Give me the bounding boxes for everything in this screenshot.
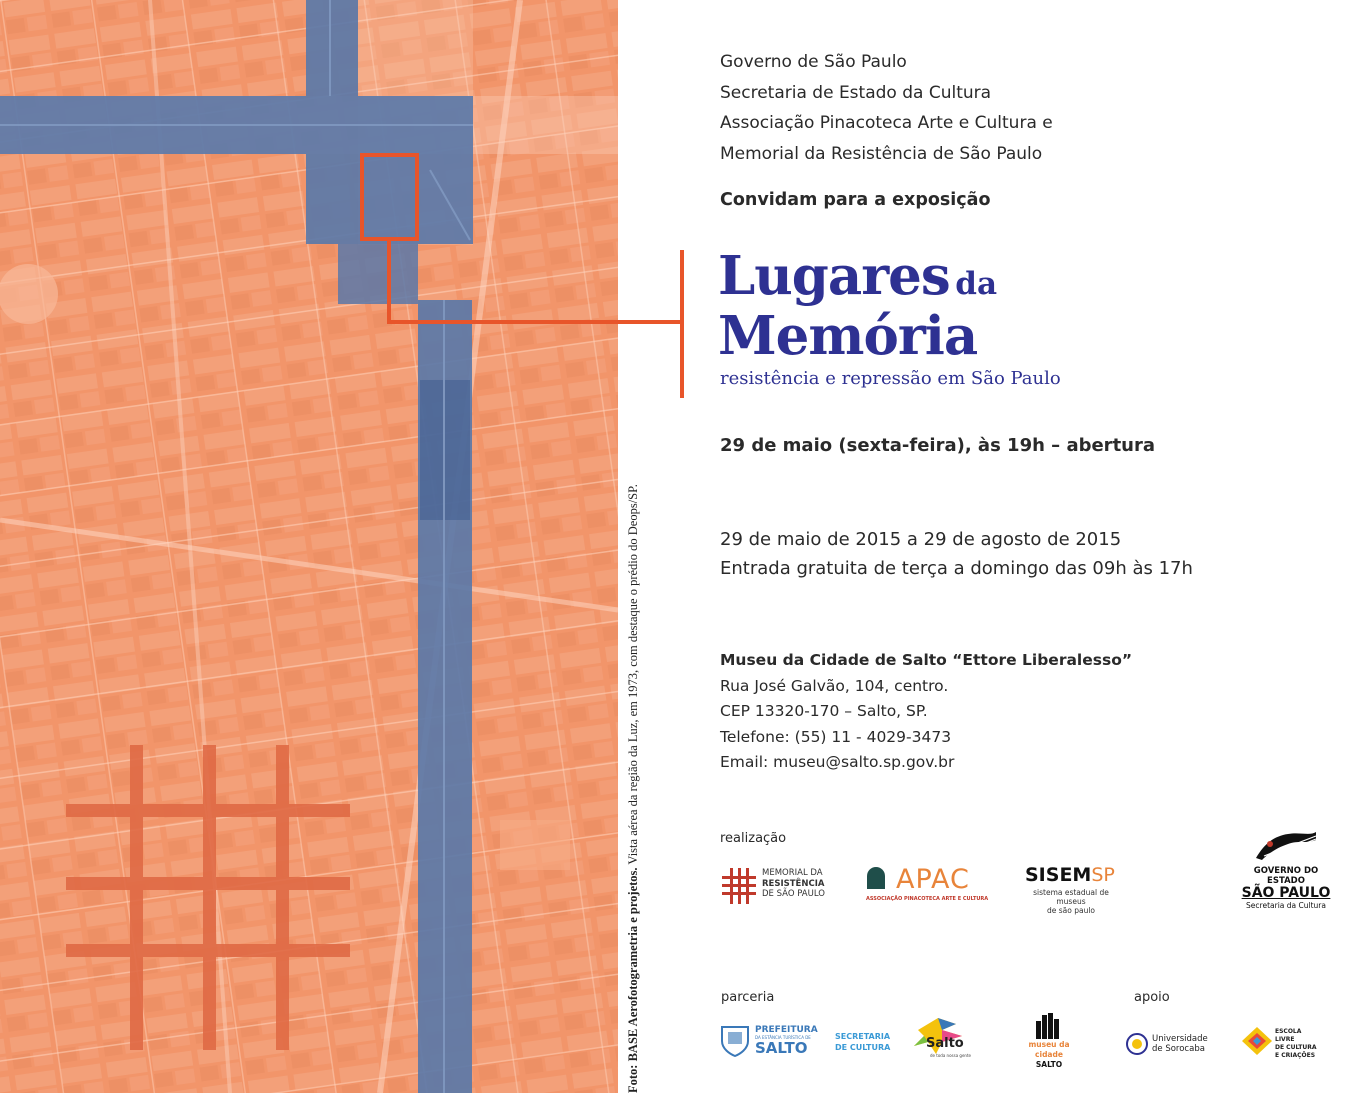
bird-icon xyxy=(1242,1027,1272,1055)
date-range: 29 de maio de 2015 a 29 de agosto de 2015 xyxy=(720,529,1122,550)
sisem-logo xyxy=(1022,864,1132,915)
venue-phone: Telefone: (55) 11 - 4029-3473 xyxy=(720,727,952,746)
caption-realizacao: realização xyxy=(720,831,787,846)
escola-line: DE CULTURA xyxy=(1275,1044,1317,1051)
title-word-memoria: Memória xyxy=(718,305,978,367)
venue-info xyxy=(720,648,1132,776)
host-line: Associação Pinacoteca Arte e Cultura e xyxy=(720,113,1053,133)
memorial-logo-line: DE SÃO PAULO xyxy=(762,889,825,899)
apac-mark: APAC xyxy=(896,864,970,895)
shield-icon xyxy=(720,1023,750,1057)
exhibition-dates xyxy=(720,526,1193,583)
escola-line: ESCOLA LIVRE xyxy=(1275,1028,1302,1043)
salto-logo-text: Salto xyxy=(926,1036,964,1051)
apac-logo xyxy=(866,864,989,906)
title-word-lugares: Lugares xyxy=(718,245,950,307)
exhibition-subtitle: resistência e repressão em São Paulo xyxy=(720,368,1061,389)
gov-logo-line: GOVERNO DO ESTADO xyxy=(1253,866,1319,886)
uniso-logo xyxy=(1126,1032,1211,1058)
prefeitura-line: PREFEITURA xyxy=(755,1025,818,1035)
photo-credit xyxy=(618,373,648,1093)
uniso-line: Universidade xyxy=(1152,1034,1208,1044)
venue-name: Museu da Cidade de Salto “Ettore Liberalesso” xyxy=(720,651,1133,669)
gov-logo-sub: Secretaria da Cultura xyxy=(1246,901,1326,910)
host-organizations xyxy=(720,47,1053,169)
building-icon xyxy=(866,867,886,889)
sisem-subtitle-line: de são paulo xyxy=(1046,906,1096,915)
salto-logo-sub: de toda nossa gente xyxy=(930,1053,971,1058)
secretaria-line: DE CULTURA xyxy=(835,1043,891,1052)
memorial-logo xyxy=(722,866,832,906)
invite-heading: Convidam para a exposição xyxy=(720,190,991,210)
apac-subtitle: ASSOCIAÇÃO PINACOTECA ARTE E CULTURA xyxy=(866,896,989,902)
circle-logo-icon xyxy=(1126,1033,1148,1055)
salto-logo xyxy=(912,1016,982,1062)
venue-address: Rua José Galvão, 104, centro. xyxy=(720,676,949,695)
venue-email: Email: museu@salto.sp.gov.br xyxy=(720,753,955,771)
opening-date: 29 de maio (sexta-feira), às 19h – abertura xyxy=(720,435,1156,456)
caption-parceria: parceria xyxy=(721,990,775,1005)
governo-sp-logo xyxy=(1236,830,1336,910)
hash-grid-icon xyxy=(722,868,756,904)
venue-cep: CEP 13320-170 – Salto, SP. xyxy=(720,702,928,720)
host-line: Secretaria de Estado da Cultura xyxy=(720,82,992,103)
memorial-logo-line: RESISTÊNCIA xyxy=(762,878,825,889)
map-sp-icon xyxy=(1254,830,1318,862)
exhibition-title xyxy=(718,246,997,366)
museu-cidade-logo xyxy=(1015,1013,1085,1069)
escola-line: E CRIAÇÕES xyxy=(1275,1052,1316,1059)
sisem-mark-b: SP xyxy=(1091,864,1115,886)
photo-credit-text: Vista aérea da região da Luz, em 1973, com destaque o prédio do Deops/SP. xyxy=(626,484,640,865)
secretaria-line: SECRETARIA xyxy=(835,1032,891,1041)
caption-apoio: apoio xyxy=(1134,990,1170,1005)
gov-logo-name: SÃO PAULO xyxy=(1241,885,1331,901)
connector-bracket xyxy=(0,0,700,400)
prefeitura-salto-logo xyxy=(720,1022,818,1058)
sisem-mark-a: SISEM xyxy=(1025,864,1092,886)
sisem-subtitle-line: sistema estadual de museus xyxy=(1033,888,1109,906)
host-line: Governo de São Paulo xyxy=(720,52,907,72)
prefeitura-line: DA ESTÂNCIA TURÍSTICA DE xyxy=(755,1035,811,1040)
opening-hours: Entrada gratuita de terça a domingo das 09h às 17h xyxy=(720,557,1193,579)
museu-logo-line: museu da cidade xyxy=(1028,1040,1070,1059)
host-line: Memorial da Resistência de São Paulo xyxy=(720,143,1043,164)
escola-livre-logo xyxy=(1242,1026,1320,1058)
prefeitura-line: SALTO xyxy=(755,1039,808,1057)
city-icon xyxy=(1036,1013,1062,1039)
memorial-logo-line: MEMORIAL DA xyxy=(762,868,823,878)
uniso-line: de Sorocaba xyxy=(1152,1044,1205,1054)
photo-credit-bold: Foto: BASE Aerofotogrametria e projetos. xyxy=(626,867,640,1093)
title-word-da: da xyxy=(955,266,998,302)
museu-logo-line: SALTO xyxy=(1035,1060,1063,1069)
secretaria-cultura-logo xyxy=(835,1031,895,1055)
